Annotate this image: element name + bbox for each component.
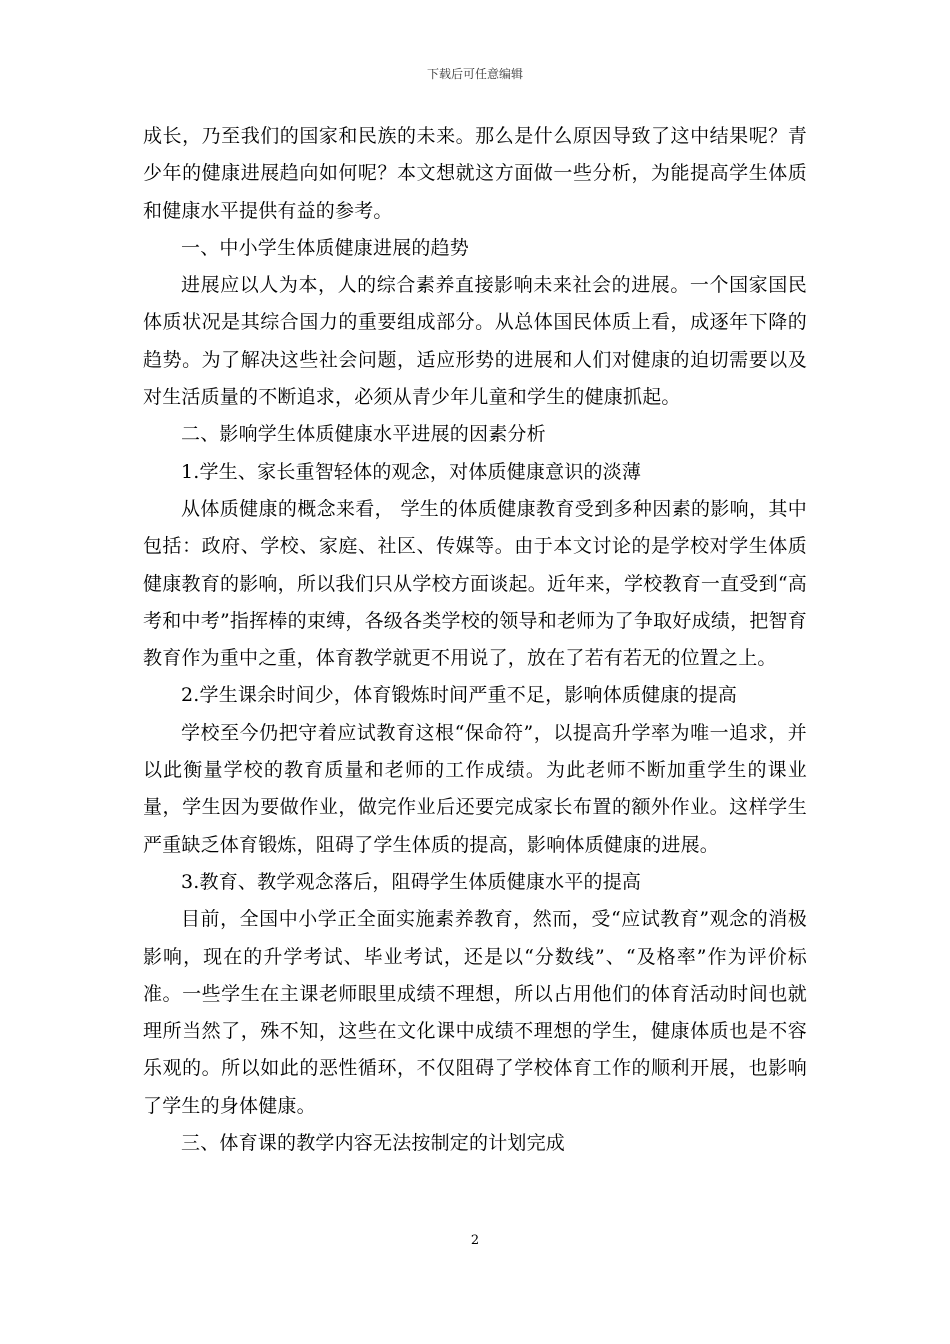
subheading-2: 2.学生课余时间少，体育锻炼时间严重不足，影响体质健康的提高 bbox=[181, 684, 738, 707]
paragraph: 进展应以人为本，人的综合素养直接影响未来社会的进展。一个国家国民体质状况是其综合国力的重要组成部分。从总体国民体质上看，成逐年下降的趋势。为了解决这些社会问题，适应形势的进展和人们对健康的迫切需要以及对生活质量的不断追求，必须从青少年儿童和学生的健康抓起。 bbox=[143, 274, 807, 409]
paragraph: 从体质健康的概念来看， 学生的体质健康教育受到多种因素的影响，其中包括：政府、学校、家庭、社区、传媒等。由于本文讨论的是学校对学生体质健康教育的影响，所以我们只从学校方面谈起。近年来，学校教育一直受到“高考和中考”指挥棒的束缚，各级各类学校的领导和老师为了争取好成绩，把智育教育作为重中之重，体育教学就更不用说了，放在了若有若无的位置之上。 bbox=[143, 497, 807, 670]
paragraph: 学校至今仍把守着应试教育这根“保命符”，以提高升学率为唯一追求，并以此衡量学校的教育质量和老师的工作成绩。为此老师不断加重学生的课业量，学生因为要做作业，做完作业后还要完成家长布置的额外作业。这样学生严重缺乏体育锻炼，阻碍了学生体质的提高，影响体质健康的进展。 bbox=[143, 721, 807, 856]
document-body bbox=[143, 118, 807, 1162]
subheading-3: 3.教育、教学观念落后，阻碍学生体质健康水平的提高 bbox=[181, 870, 642, 893]
paragraph-continuation: 成长，乃至我们的国家和民族的未来。那么是什么原因导致了这中结果呢？青少年的健康进展趋向如何呢？本文想就这方面做一些分析，为能提高学生体质和健康水平提供有益的参考。 bbox=[143, 125, 807, 222]
section-heading-2: 二、影响学生体质健康水平进展的因素分析 bbox=[181, 423, 546, 446]
paragraph: 目前，全国中小学正全面实施素养教育，然而，受“应试教育”观念的消极影响，现在的升学考试、毕业考试，还是以“分数线”、“及格率”作为评价标准。一些学生在主课老师眼里成绩不理想，所以占用他们的体育活动时间也就理所当然了，殊不知，这些在文化课中成绩不理想的学生，健康体质也是不容乐观的。所以如此的恶性循环，不仅阻碍了学校体育工作的顺利开展，也影响了学生的身体健康。 bbox=[143, 908, 807, 1117]
section-heading-3: 三、体育课的教学内容无法按制定的计划完成 bbox=[181, 1132, 566, 1155]
page-header: 下载后可任意编辑 bbox=[426, 67, 523, 81]
subheading-1: 1.学生、家长重智轻体的观念，对体质健康意识的淡薄 bbox=[181, 460, 642, 483]
section-heading-1: 一、中小学生体质健康进展的趋势 bbox=[181, 236, 470, 259]
page-number: 2 bbox=[470, 1233, 480, 1248]
